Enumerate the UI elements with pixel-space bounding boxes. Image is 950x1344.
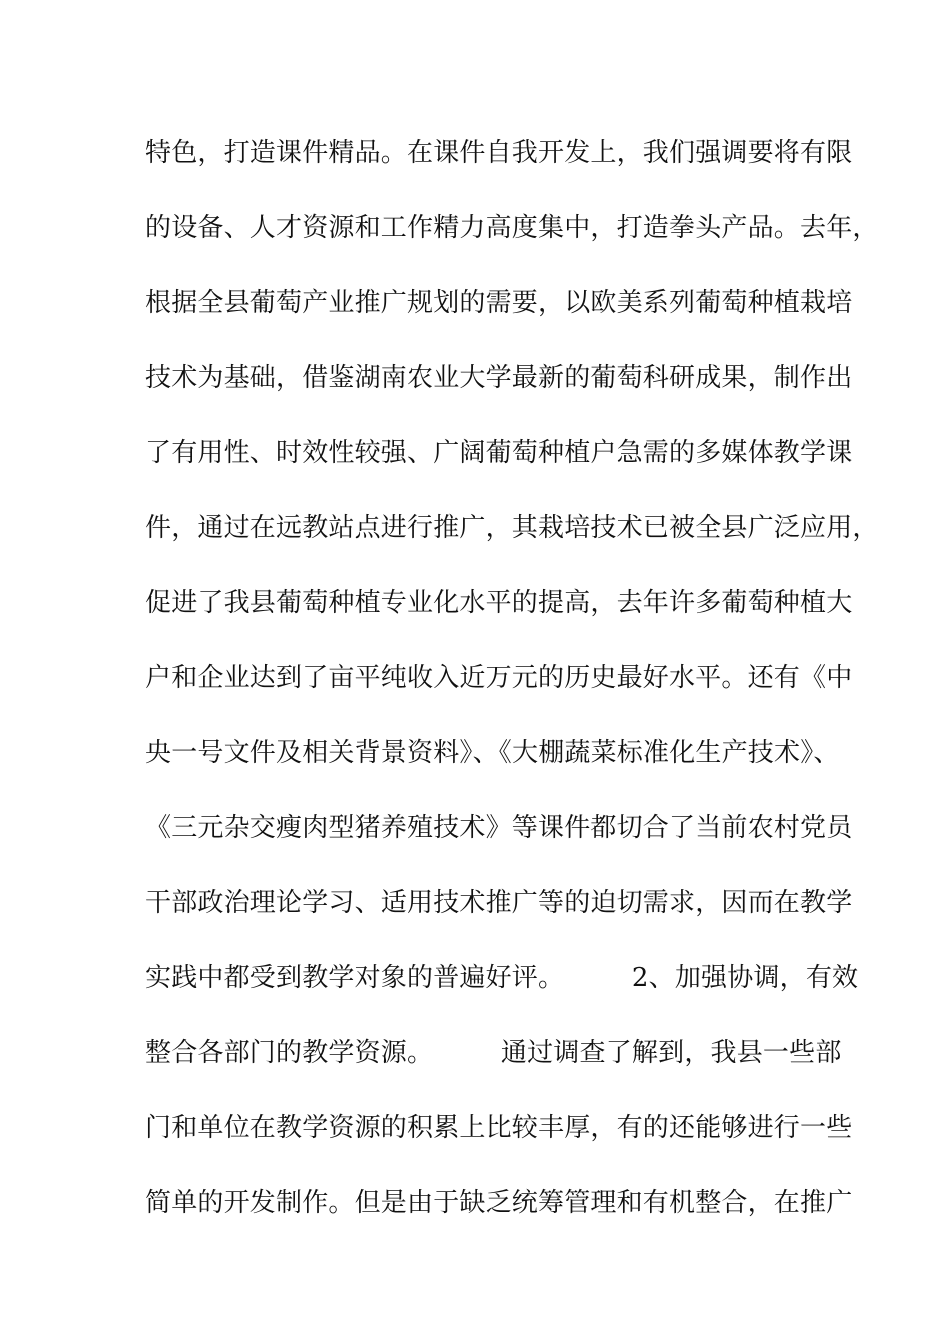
text-line: 简单的开发制作。但是由于缺乏统筹管理和有机整合，在推广: [145, 1188, 853, 1218]
text-line: 门和单位在教学资源的积累上比较丰厚，有的还能够进行一些: [145, 1113, 853, 1143]
text-line: 《三元杂交瘦肉型猪养殖技术》等课件都切合了当前农村党员: [145, 813, 853, 843]
body-text: [145, 130, 879, 1255]
text-line: 技术为基础，借鉴湖南农业大学最新的葡萄科研成果，制作出: [145, 363, 853, 393]
text-line: 户和企业达到了亩平纯收入近万元的历史最好水平。还有《中: [145, 663, 853, 693]
text-line: 整合各部门的教学资源。 通过调查了解到，我县一些部: [145, 1038, 842, 1068]
text-line: 央一号文件及相关背景资料》、《大棚蔬菜标准化生产技术》、: [145, 738, 840, 768]
text-line: 特色，打造课件精品。在课件自我开发上，我们强调要将有限: [145, 138, 853, 168]
text-line: 了有用性、时效性较强、广阔葡萄种植户急需的多媒体教学课: [145, 438, 853, 468]
text-line: 的设备、人才资源和工作精力高度集中，打造拳头产品。去年，: [145, 213, 879, 243]
text-line: 促进了我县葡萄种植专业化水平的提高，去年许多葡萄种植大: [145, 588, 853, 618]
text-line: 实践中都受到教学对象的普遍好评。 2、加强协调，有效: [145, 963, 859, 993]
text-line: 干部政治理论学习、适用技术推广等的迫切需求，因而在教学: [145, 888, 853, 918]
text-line: 根据全县葡萄产业推广规划的需要，以欧美系列葡萄种植栽培: [145, 288, 853, 318]
text-line: 件，通过在远教站点进行推广，其栽培技术已被全县广泛应用，: [145, 513, 879, 543]
